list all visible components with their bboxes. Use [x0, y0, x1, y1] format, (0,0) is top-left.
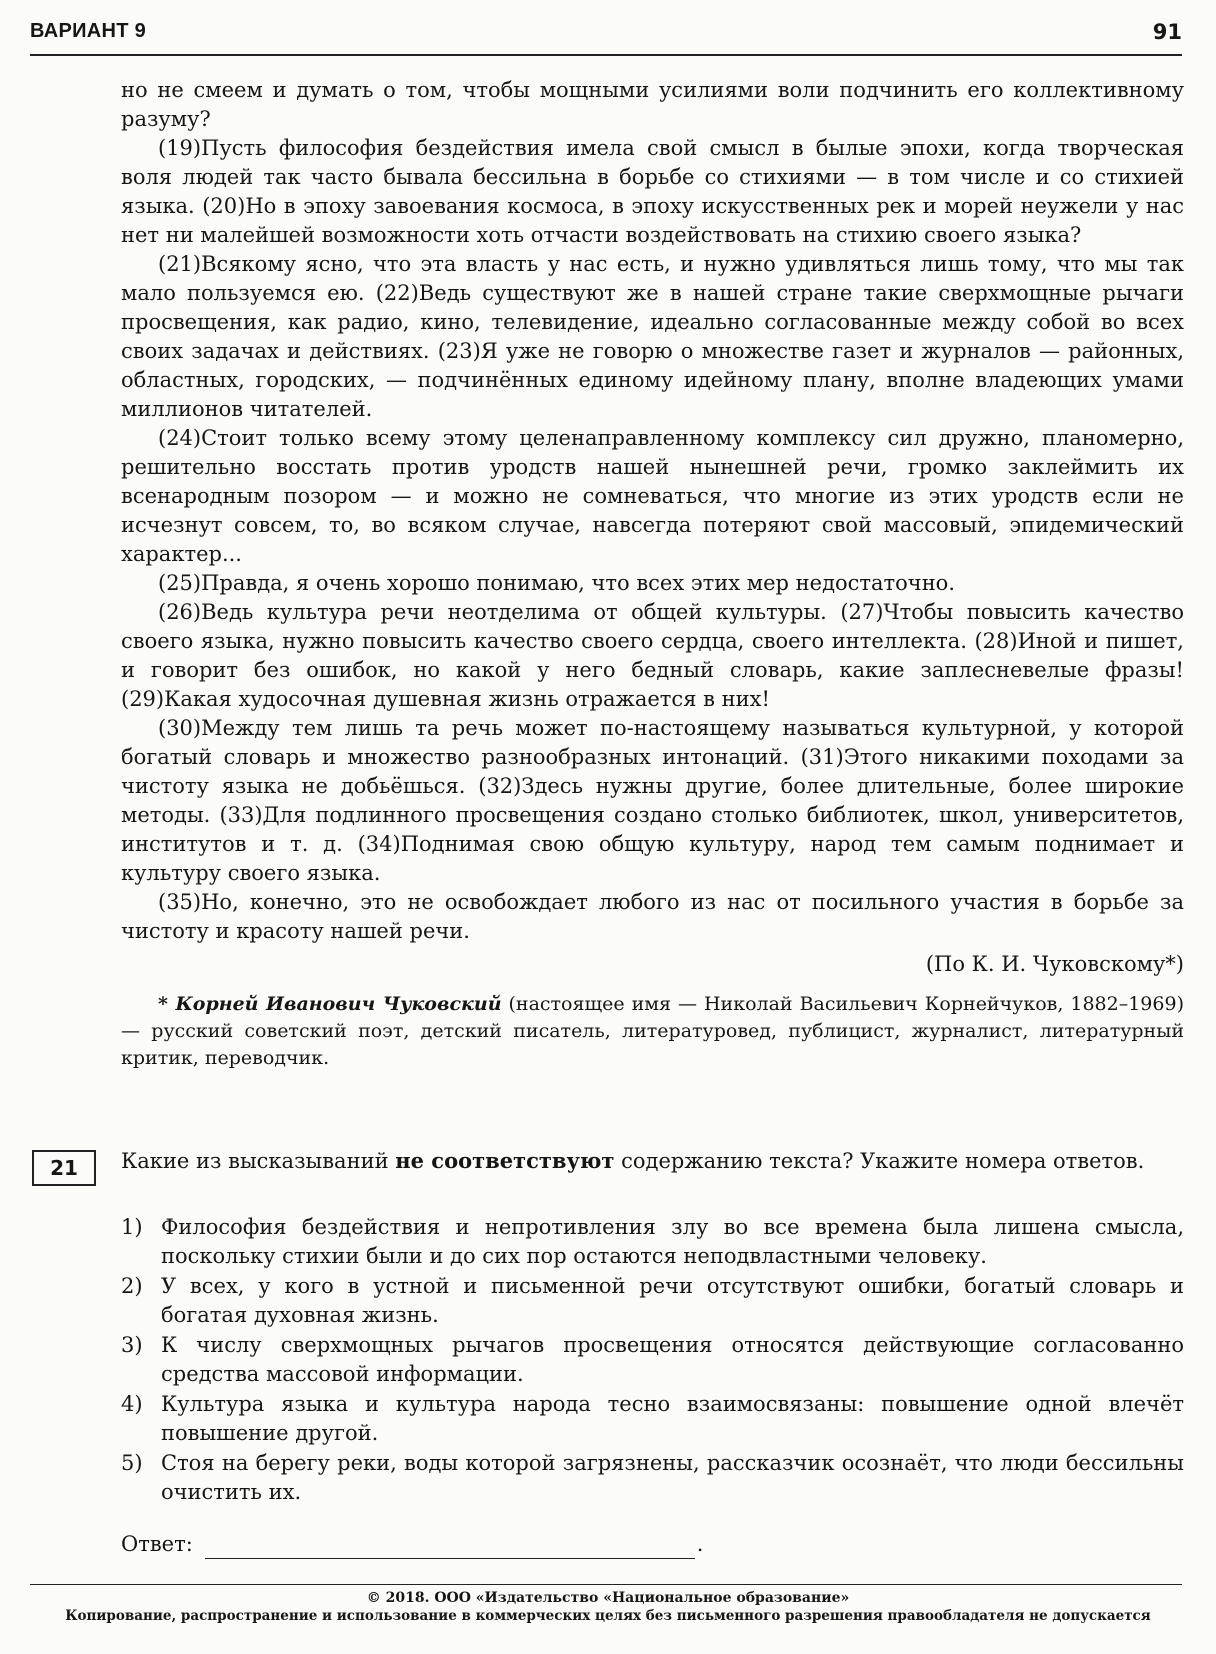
option-text: Стоя на берегу реки, воды которой загрязнены, рассказчик осознаёт, что люди бессильны очистить их. — [161, 1451, 1184, 1504]
text-paragraph: (35)Но, конечно, это не освобождает любого из нас от посильного участия в борьбе за чистоту и красоту нашей речи. — [121, 890, 1184, 943]
answer-options — [121, 1213, 1184, 1508]
answer-option-1 — [121, 1213, 1184, 1271]
option-text: К числу сверхмощных рычагов просвещения относятся действующие согласованно средства массовой информации. — [161, 1333, 1184, 1386]
answer-period: . — [696, 1532, 704, 1556]
answer-blank[interactable] — [205, 1536, 695, 1559]
option-text: У всех, у кого в устной и письменной речи отсутствуют ошибки, богатый словарь и богатая духовная жизнь. — [161, 1274, 1184, 1327]
text-paragraph: (25)Правда, я очень хорошо понимаю, что всех этих мер недостаточно. — [158, 571, 956, 595]
question-text-end: содержанию текста? Укажите номера ответов. — [614, 1149, 1145, 1173]
text-paragraph: но не смеем и думать о том, чтобы мощными усилиями воли подчинить его коллективному разуму? — [121, 78, 1184, 131]
answer-label: Ответ: — [121, 1532, 193, 1556]
text-paragraph: (26)Ведь культура речи неотделима от общей культуры. (27)Чтобы повысить качество своего языка, нужно повысить качество своего сердца, своего интеллекта. (28)Иной и пишет, и говорит без ошибок, но какой у него бедный словарь, какие заплесневелые фразы! (29)Какая худосочная душевная жизнь отражается в них! — [121, 600, 1184, 711]
text-paragraph: (24)Стоит только всему этому целенаправленному комплексу сил дружно, планомерно, решительно восстать против уродств нашей нынешней речи, громко заклеймить их всенародным позором — и можно не сомневаться, что многие из этих уродств если не исчезнут совсем, то, во всяком случае, навсегда потеряют свой массовый, эпидемический характер... — [121, 426, 1184, 566]
answer-row — [121, 1530, 703, 1559]
answer-option-3 — [121, 1331, 1184, 1389]
text-paragraph: (21)Всякому ясно, что эта власть у нас есть, и нужно удивляться лишь тому, что мы так мало пользуемся ею. (22)Ведь существуют же в нашей стране такие сверхмощные рычаги просвещения, как радио, кино, телевидение, идеально согласованные между собой во всех своих задачах и действиях. (23)Я уже не говорю о множестве газет и журналов — районных, областных, городских, — подчинённых единому идейному плану, вполне владеющих умами миллионов читателей. — [121, 252, 1184, 421]
text-paragraph: (30)Между тем лишь та речь может по-настоящему называться культурной, у которой богатый словарь и множество разнообразных интонаций. (31)Этого никакими походами за чистоту языка не добьёшься. (32)Здесь нужны другие, более длительные, более широкие методы. (33)Для подлинного просвещения создано столько библиотек, школ, университетов, институтов и т. д. (34)Поднимая свою общую культуру, народ тем самым поднимает и культуру своего языка. — [121, 716, 1184, 885]
copyright-line: © 2018. ООО «Издательство «Национальное образование» — [366, 1590, 850, 1606]
footer-divider — [30, 1584, 1182, 1585]
author-footnote — [121, 991, 1184, 1072]
option-number: 5) — [121, 1451, 143, 1475]
variant-title: ВАРИАНТ 9 — [30, 20, 147, 42]
answer-option-2 — [121, 1272, 1184, 1330]
source-attribution: (По К. И. Чуковскому*) — [925, 952, 1184, 976]
question-emphasis: не соответствуют — [395, 1148, 615, 1173]
option-text: Философия бездействия и непротивления злу во все времена была лишена смысла, поскольку стихии были и до сих пор остаются неподвластными человеку. — [161, 1215, 1184, 1268]
task-question — [121, 1146, 1184, 1176]
footnote-author-name: * Корней Иванович Чуковский — [158, 993, 502, 1015]
answer-option-5 — [121, 1449, 1184, 1507]
option-text: Культура языка и культура народа тесно взаимосвязаны: повышение одной влечёт повышение другой. — [161, 1392, 1184, 1445]
reading-text — [121, 76, 1184, 1072]
footnote-description: (настоящее имя — Николай Васильевич Корнейчуков, 1882–1969) — русский советский поэт, детский писатель, литературовед, публицист, журналист, литературный критик, переводчик. — [121, 993, 1184, 1069]
task-number-box: 21 — [32, 1150, 96, 1186]
page-number: 91 — [1152, 20, 1182, 44]
option-number: 2) — [121, 1274, 143, 1298]
text-paragraph: (19)Пусть философия бездействия имела свой смысл в былые эпохи, когда творческая воля людей так часто бывала бессильна в борьбе со стихиями — в том числе и со стихией языка. (20)Но в эпоху завоевания космоса, в эпоху искусственных рек и морей неужели у нас нет ни малейшей возможности хоть отчасти воздействовать на стихию своего языка? — [121, 136, 1184, 247]
answer-option-4 — [121, 1390, 1184, 1448]
copyright-notice: Копирование, распространение и использование в коммерческих целях без письменного разрешения правообладателя не допускается — [65, 1608, 1151, 1624]
page-header — [30, 18, 1182, 56]
option-number: 4) — [121, 1392, 143, 1416]
option-number: 1) — [121, 1215, 143, 1239]
question-text-start: Какие из высказываний — [121, 1149, 396, 1173]
option-number: 3) — [121, 1333, 143, 1357]
